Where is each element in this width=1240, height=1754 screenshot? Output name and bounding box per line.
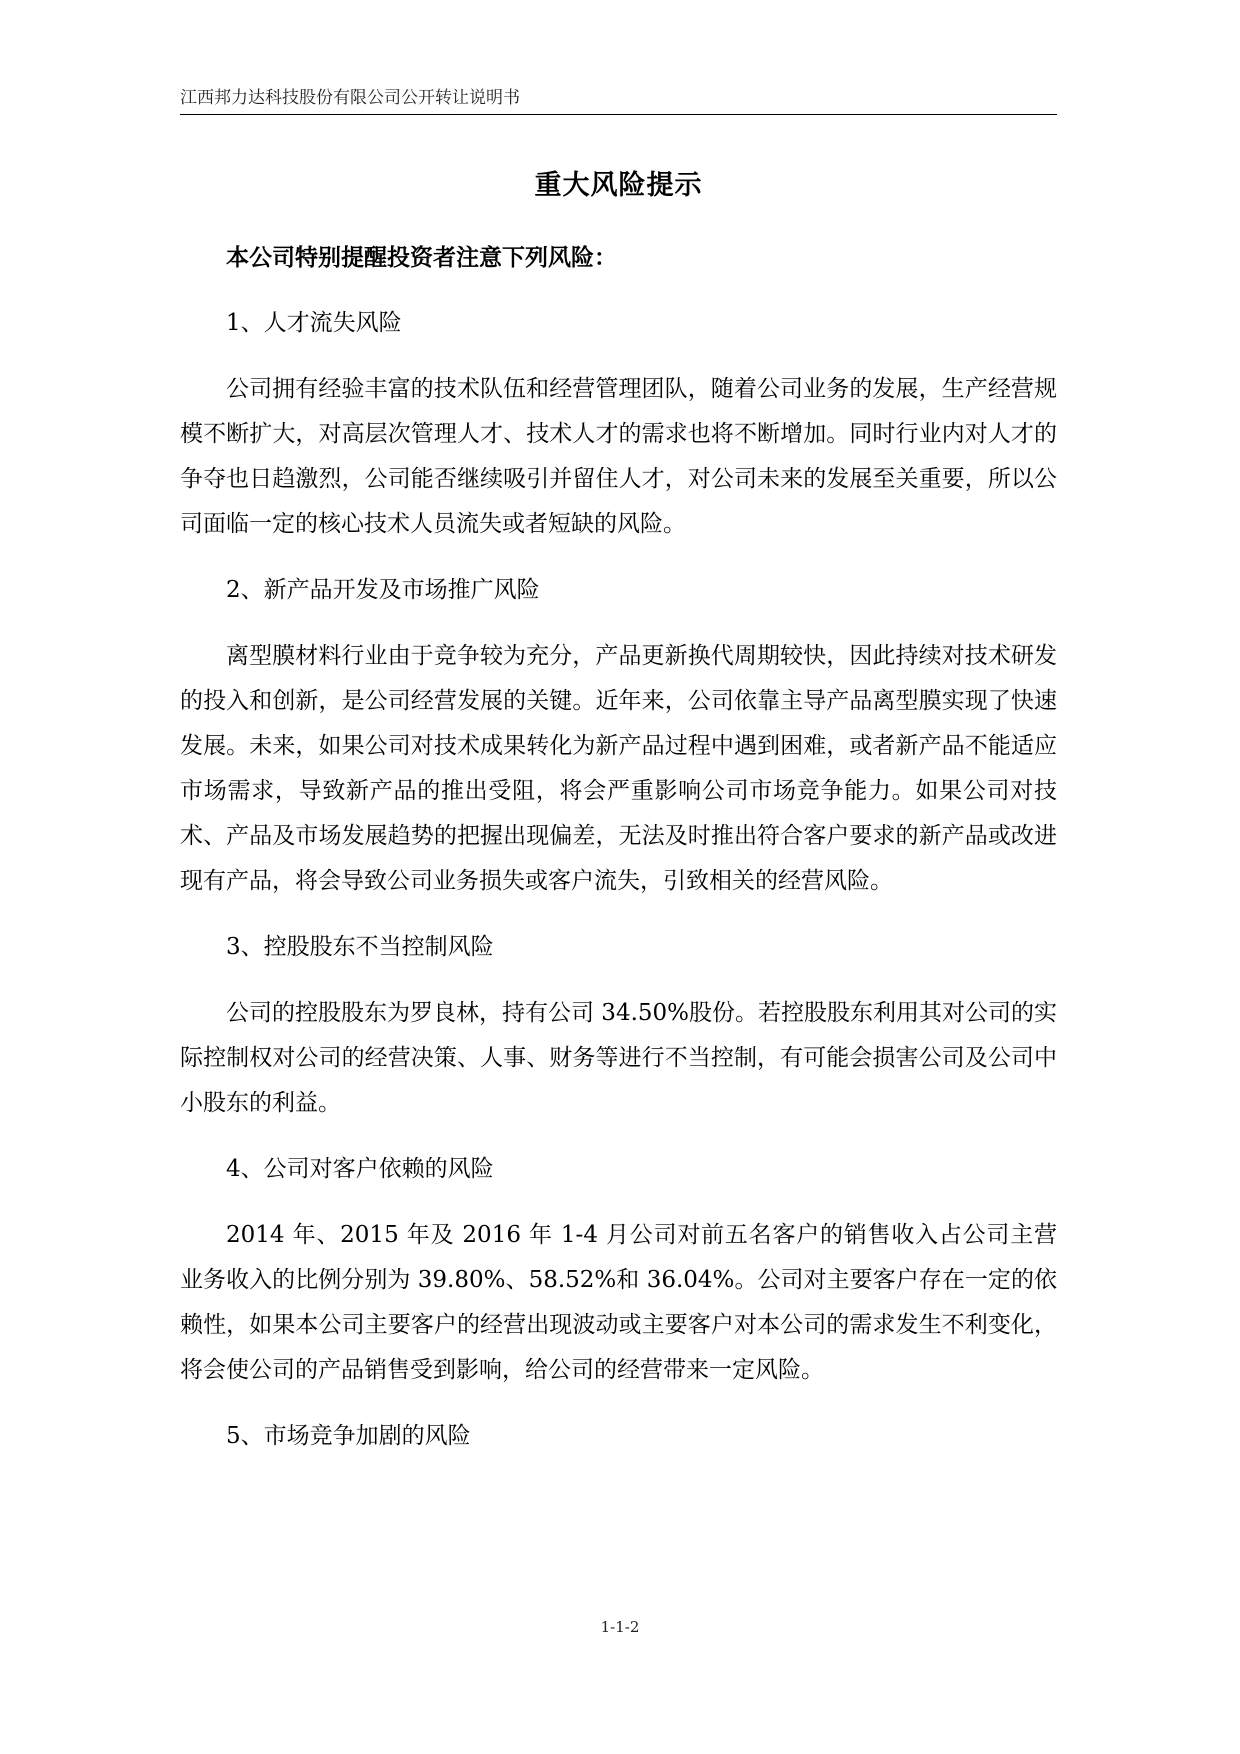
section-text-3: 公司的控股股东为罗良林，持有公司 34.50%股份。若控股股东利用其对公司的实际控制权对公司的经营决策、人事、财务等进行不当控制，有可能会损害公司及公司中小股东的利益。 (180, 1000, 1058, 1116)
page-title: 重大风险提示 (534, 170, 703, 201)
section-text-1: 公司拥有经验丰富的技术队伍和经营管理团队，随着公司业务的发展，生产经营规模不断扩大，对高层次管理人才、技术人才的需求也将不断增加。同时行业内对人才的争夺也日趋激烈，公司能否继续吸引并留住人才，对公司未来的发展至关重要，所以公司面临一定的核心技术人员流失或者短缺的风险。 (180, 376, 1057, 537)
section-text-2: 离型膜材料行业由于竞争较为充分，产品更新换代周期较快，因此持续对技术研发的投入和创新，是公司经营发展的关键。近年来，公司依靠主导产品离型膜实现了快速发展。未来，如果公司对技术成果转化为新产品过程中遇到困难，或者新产品不能适应市场需求，导致新产品的推出受阻，将会严重影响公司市场竞争能力。如果公司对技术、产品及市场发展趋势的把握出现偏差，无法及时推出符合客户要求的新产品或改进现有产品，将会导致公司业务损失或客户流失，引致相关的经营风险。 (180, 643, 1057, 894)
section-heading-3: 3、控股股东不当控制风险 (226, 934, 494, 960)
header-divider (180, 114, 1057, 115)
section-heading-5: 5、市场竞争加剧的风险 (226, 1423, 471, 1449)
running-header: 江西邦力达科技股份有限公司公开转让说明书 (180, 88, 520, 108)
page-number: 1-1-2 (600, 1618, 640, 1636)
section-text-4: 2014 年、2015 年及 2016 年 1-4 月公司对前五名客户的销售收入占公司主营业务收入的比例分别为 39.80%、58.52%和 36.04%。公司对主要客户存在一定的依赖性，如果本公司主要客户的经营出现波动或主要客户对本公司的需求发生不利变化，将会使公司的产品销售受到影响，给公司的经营带来一定风险。 (180, 1222, 1057, 1383)
section-heading-4: 4、公司对客户依赖的风险 (226, 1156, 494, 1182)
section-heading-2: 2、新产品开发及市场推广风险 (226, 577, 540, 603)
lead-statement: 本公司特别提醒投资者注意下列风险： (226, 244, 617, 271)
section-heading-1: 1、人才流失风险 (226, 310, 402, 336)
document-body (180, 235, 1057, 1480)
